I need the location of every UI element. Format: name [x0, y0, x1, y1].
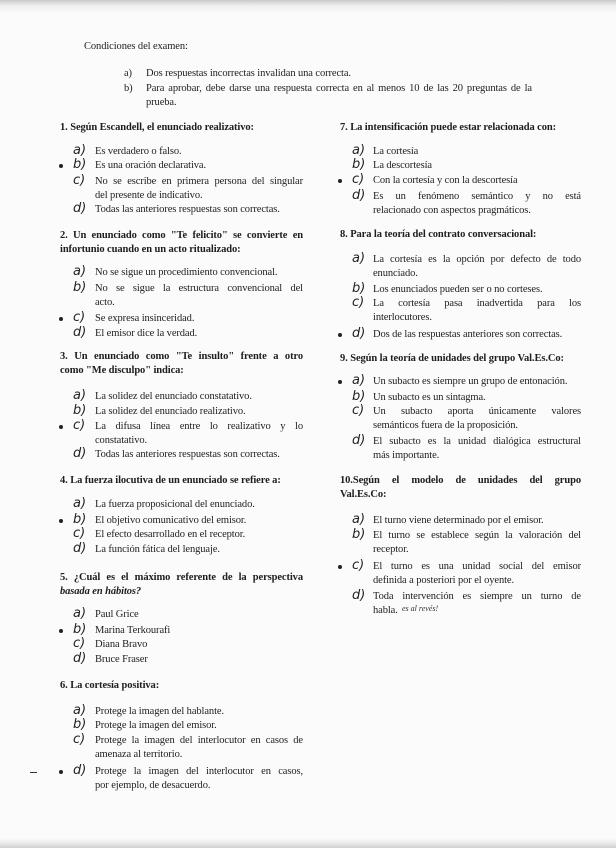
option-text: El turno se establece según la valoración del: [373, 530, 581, 541]
option-letter: a): [73, 496, 87, 511]
question-title: infortunio cuando en un acto ritualizado:: [60, 244, 241, 255]
option-letter: a): [73, 264, 87, 279]
question-title: 6. La cortesía positiva:: [60, 680, 160, 691]
option-letter: d): [352, 326, 366, 341]
option-text: Con la cortesía y con la descortesía: [373, 175, 518, 186]
option-text: acto.: [95, 297, 115, 308]
option-text: amenaza al territorio.: [95, 749, 183, 760]
option-text: relacionado con aspectos pragmáticos.: [373, 205, 531, 216]
option-text: La descortesía: [373, 160, 432, 171]
question-title: 1. Según Escandell, el enunciado realizativo:: [60, 122, 254, 133]
option-text: Bruce Fraser: [95, 654, 148, 665]
option-letter: b): [352, 281, 366, 296]
question-title: como "Me disculpo" indica:: [60, 365, 184, 376]
answer-mark: [59, 519, 63, 523]
option-letter: d): [352, 588, 366, 603]
question-title: 10.Según el modelo de unidades del grupo: [340, 475, 581, 486]
option-text: Marina Terkourafi: [95, 625, 171, 636]
option-letter: b): [73, 403, 87, 418]
question-title: 4. La fuerza ilocutiva de un enunciado se refiere a:: [60, 475, 281, 486]
option-text: Protege la imagen del interlocutor en casos de: [95, 735, 303, 746]
question-title: 5. ¿Cuál es el máximo referente de la perspectiva: [60, 572, 303, 583]
option-letter: a): [73, 606, 87, 621]
option-text: semánticos fuera de la proposición.: [373, 420, 518, 431]
option-text: receptor.: [373, 544, 409, 555]
option-letter: b): [352, 389, 366, 404]
option-text: Diana Bravo: [95, 639, 148, 650]
option-text: del presente de indicativo.: [95, 190, 203, 201]
option-text: El subacto es la unidad dialógica estructural: [373, 436, 581, 447]
option-text: No se sigue la estructura convencional del: [95, 283, 303, 294]
condition-text: prueba.: [146, 97, 177, 108]
option-text: La difusa línea entre lo realizativo y lo: [95, 421, 303, 432]
option-letter: a): [352, 373, 366, 388]
option-letter: c): [73, 418, 86, 433]
option-text: Se expresa insinceridad.: [95, 313, 195, 324]
question-title: Val.Es.Co:: [340, 489, 387, 500]
option-text: enunciado.: [373, 268, 418, 279]
option-letter: d): [73, 541, 87, 556]
answer-mark: [59, 164, 63, 168]
option-letter: c): [352, 403, 365, 418]
scan-shadow-top: [0, 0, 616, 14]
answer-mark: [59, 317, 63, 321]
option-text: El turno viene determinado por el emisor.: [373, 515, 544, 526]
option-text: Un subacto aporta únicamente valores: [373, 406, 581, 417]
option-text: Un subacto es siempre un grupo de entonación.: [373, 376, 568, 387]
option-text: constatativo.: [95, 435, 148, 446]
option-text: Protege la imagen del interlocutor en casos,: [95, 766, 303, 777]
option-letter: b): [73, 512, 87, 527]
option-text: La cortesía es la opción por defecto de todo: [373, 254, 581, 265]
option-text: La cortesía: [373, 146, 419, 157]
option-letter: d): [352, 188, 366, 203]
option-text: La solidez del enunciado constatativo.: [95, 391, 252, 402]
option-letter: d): [73, 446, 87, 461]
condition-text: Dos respuestas incorrectas invalidan una correcta.: [146, 68, 351, 79]
option-letter: b): [73, 280, 87, 295]
condition-label: b): [124, 83, 133, 94]
option-text: La cortesía pasa inadvertida para los: [373, 298, 581, 309]
handwritten-note: es al revés!: [402, 604, 439, 613]
option-letter: b): [73, 622, 87, 637]
option-letter: b): [352, 527, 366, 542]
option-letter: d): [352, 433, 366, 448]
answer-mark: [338, 333, 342, 337]
margin-tick: [30, 772, 37, 773]
option-letter: a): [73, 143, 87, 158]
option-letter: a): [73, 703, 87, 718]
option-letter: c): [352, 558, 365, 573]
option-letter: b): [73, 717, 87, 732]
scan-shadow-bottom: [0, 838, 616, 848]
option-text: Protege la imagen del emisor.: [95, 720, 217, 731]
question-title: 2. Un enunciado como "Te felicito" se convierte en: [60, 230, 303, 241]
option-text: El efecto desarrollado en el receptor.: [95, 529, 246, 540]
option-letter: c): [73, 636, 86, 651]
exam-conditions-title: Condiciones del examen:: [84, 41, 188, 52]
option-letter: c): [352, 295, 365, 310]
option-text: definida a posteriori por el oyente.: [373, 575, 515, 586]
option-text: Los enunciados pueden ser o no corteses.: [373, 284, 543, 295]
option-letter: d): [73, 651, 87, 666]
option-text: La solidez del enunciado realizativo.: [95, 406, 246, 417]
answer-mark: [59, 770, 63, 774]
option-text: La fuerza proposicional del enunciado.: [95, 499, 255, 510]
option-letter: c): [73, 526, 86, 541]
option-text: más importante.: [373, 450, 440, 461]
answer-mark: [59, 425, 63, 429]
condition-label: a): [124, 68, 132, 79]
option-text: Paul Grice: [95, 609, 139, 620]
option-letter: c): [73, 732, 86, 747]
option-text: No se escribe en primera persona del singular: [95, 176, 303, 187]
option-letter: a): [352, 143, 366, 158]
condition-text: Para aprobar, debe darse una respuesta correcta en al menos 10 de las 20 preguntas de la: [146, 83, 532, 94]
option-letter: a): [352, 512, 366, 527]
option-text: por ejemplo, de desacuerdo.: [95, 780, 211, 791]
question-title: 7. La intensificación puede estar relacionada con:: [340, 122, 556, 133]
option-letter: c): [73, 310, 86, 325]
answer-mark: [338, 179, 342, 183]
option-text: Dos de las respuestas anteriores son correctas.: [373, 329, 563, 340]
question-title: basada en hábitos?: [60, 586, 142, 597]
option-letter: b): [73, 157, 87, 172]
question-title: 8. Para la teoría del contrato conversacional:: [340, 229, 537, 240]
option-text: Es una oración declarativa.: [95, 160, 206, 171]
option-text: Es un fenómeno semántico y no está: [373, 191, 581, 202]
option-letter: d): [73, 325, 87, 340]
option-text: Es verdadero o falso.: [95, 146, 182, 157]
answer-mark: [338, 565, 342, 569]
option-text: Un subacto es un sintagma.: [373, 392, 486, 403]
option-text: No se sigue un procedimiento convencional.: [95, 267, 278, 278]
option-letter: c): [352, 172, 365, 187]
option-text: habla.: [373, 605, 398, 616]
answer-mark: [338, 380, 342, 384]
question-title: 9. Según la teoría de unidades del grupo Val.Es.Co:: [340, 353, 564, 364]
option-text: La función fática del lenguaje.: [95, 544, 220, 555]
answer-mark: [59, 629, 63, 633]
option-text: interlocutores.: [373, 312, 432, 323]
option-letter: d): [73, 763, 87, 778]
option-letter: a): [73, 388, 87, 403]
option-text: Protege la imagen del hablante.: [95, 706, 224, 717]
option-letter: a): [352, 251, 366, 266]
option-letter: d): [73, 201, 87, 216]
option-text: El emisor dice la verdad.: [95, 328, 198, 339]
option-text: El objetivo comunicativo del emisor.: [95, 515, 247, 526]
option-text: Toda intervención es siempre un turno de: [373, 591, 581, 602]
question-title: 3. Un enunciado como "Te insulto" frente a otro: [60, 351, 303, 362]
option-letter: b): [352, 157, 366, 172]
option-letter: c): [73, 173, 86, 188]
option-text: Todas las anteriores respuestas son correctas.: [95, 449, 280, 460]
option-text: Todas las anteriores respuestas son correctas.: [95, 204, 280, 215]
option-text: El turno es una unidad social del emisor: [373, 561, 581, 572]
